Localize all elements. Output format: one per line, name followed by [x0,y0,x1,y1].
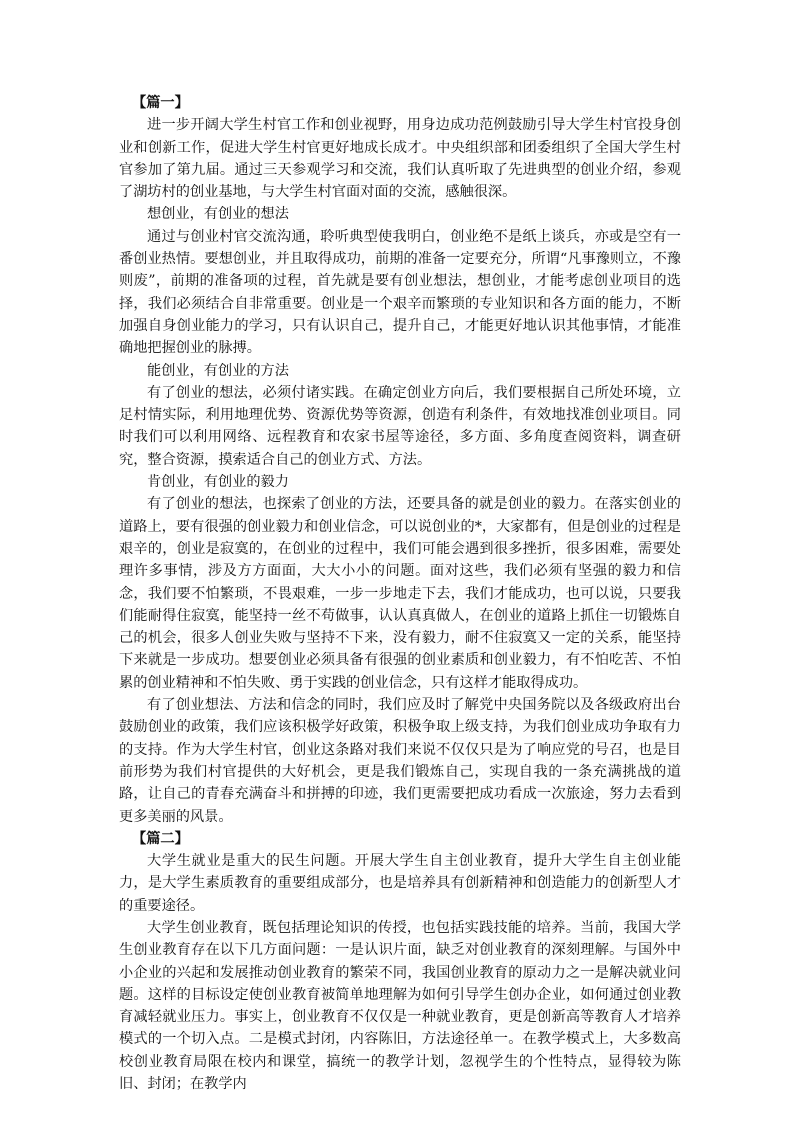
paragraph-7: 大学生创业教育，既包括理论知识的传授，也包括实践技能的培养。当前，我国大学生创业教育存在以下几方面问题：一是认识片面，缺乏对创业教育的深刻理解。与国外中小企业的兴起和发展推动创业教育的繁荣不同，我国创业教育的原动力之一是解决就业问题。这样的目标设定使创业教育被简单地理解为如何引导学生创办企业，如何通过创业教育减轻就业压力。事实上，创业教育不仅仅是一种就业教育，更是创新高等教育人才培养模式的一个切入点。二是模式封闭，内容陈旧，方法途径单一。在教学模式上，大多数高校创业教育局限在校内和课堂，搞统一的教学计划，忽视学生的个性特点，显得较为陈旧、封闭；在教学内 [119,919,681,1093]
subheading-3: 肯创业，有创业的毅力 [147,474,289,491]
section-heading-2: 【篇二】 [132,830,189,847]
paragraph-1: 进一步开阔大学生村官工作和创业视野，用身边成功范例鼓励引导大学生村官投身创业和创新工作，促进大学生村官更好地成长成才。中央组织部和团委组织了全国大学生村官参加了第九届。通过三天参观学习和交流，我们认真听取了先进典型的创业介绍，参观了湖坊村的创业基地，与大学生村官面对面的交流，感触很深。 [119,117,681,201]
paragraph-3: 有了创业的想法，必须付诸实践。在确定创业方向后，我们要根据自己所处环境，立足村情实际，利用地理优势、资源优势等资源，创造有利条件，有效地找准创业项目。同时我们可以利用网络、远程教育和农家书屋等途径，多方面、多角度查阅资料，调查研究，整合资源，摸索适合自己的创业方式、方法。 [119,384,681,468]
section-heading-1: 【篇一】 [132,95,189,111]
subheading-2: 能创业，有创业的方法 [147,362,289,379]
paragraph-6: 大学生就业是重大的民生问题。开展大学生自主创业教育，提升大学生自主创业能力，是大学生素质教育的重要组成部分，也是培养具有创新精神和创造能力的创新型人才的重要途径。 [119,853,681,914]
subheading-1: 想创业，有创业的想法 [147,206,289,223]
paragraph-4: 有了创业的想法，也探索了创业的方法，还要具备的就是创业的毅力。在落实创业的道路上，要有很强的创业毅力和创业信念，可以说创业的*，大家都有，但是创业的过程是艰辛的，创业是寂寞的，在创业的过程中，我们可能会遇到很多挫折，很多困难，需要处理许多事情，涉及方方面面，大大小小的问题。面对这些，我们必须有坚强的毅力和信念，我们要不怕繁琐，不畏艰难，一步一步地走下去，我们才能成功，也可以说，只要我们能耐得住寂寞，能坚持一丝不苟做事，认认真真做人，在创业的道路上抓住一切锻炼自己的机会，很多人创业失败与坚持不下来，没有毅力，耐不住寂寞又一定的关系，能坚持下来就是一步成功。想要创业必须具备有很强的创业素质和创业毅力，有不怕吃苦、不怕累的创业精神和不怕失败、勇于实践的创业信念，只有这样才能取得成功。 [119,496,681,691]
paragraph-2: 通过与创业村官交流沟通，聆听典型使我明白，创业绝不是纸上谈兵，亦或是空有一番创业热情。要想创业，并且取得成功，前期的准备一定要充分，所谓“凡事豫则立，不豫则废”，前期的准备项的过程，首先就是要有创业想法，想创业，才能考虑创业项目的选择，我们必须结合自非常重要。创业是一个艰辛而繁琐的专业知识和各方面的能力，不断加强自身创业能力的学习，只有认识自己，提升自己，才能更好地认识其他事情，才能准确地把握创业的脉搏。 [119,228,681,357]
document-body [119,92,681,1095]
paragraph-5: 有了创业想法、方法和信念的同时，我们应及时了解党中央国务院以及各级政府出台鼓励创业的政策，我们应该积极学好政策，积极争取上级支持，为我们创业成功争取有力的支持。作为大学生村官，创业这条路对我们来说不仅仅只是为了响应党的号召，也是目前形势为我们村官提供的大好机会，更是我们锻炼自己，实现自我的一条充满挑战的道路，让自己的青春充满奋斗和拼搏的印迹，我们更需要把成功看成一次旅途，努力去看到更多美丽的风景。 [119,697,681,825]
